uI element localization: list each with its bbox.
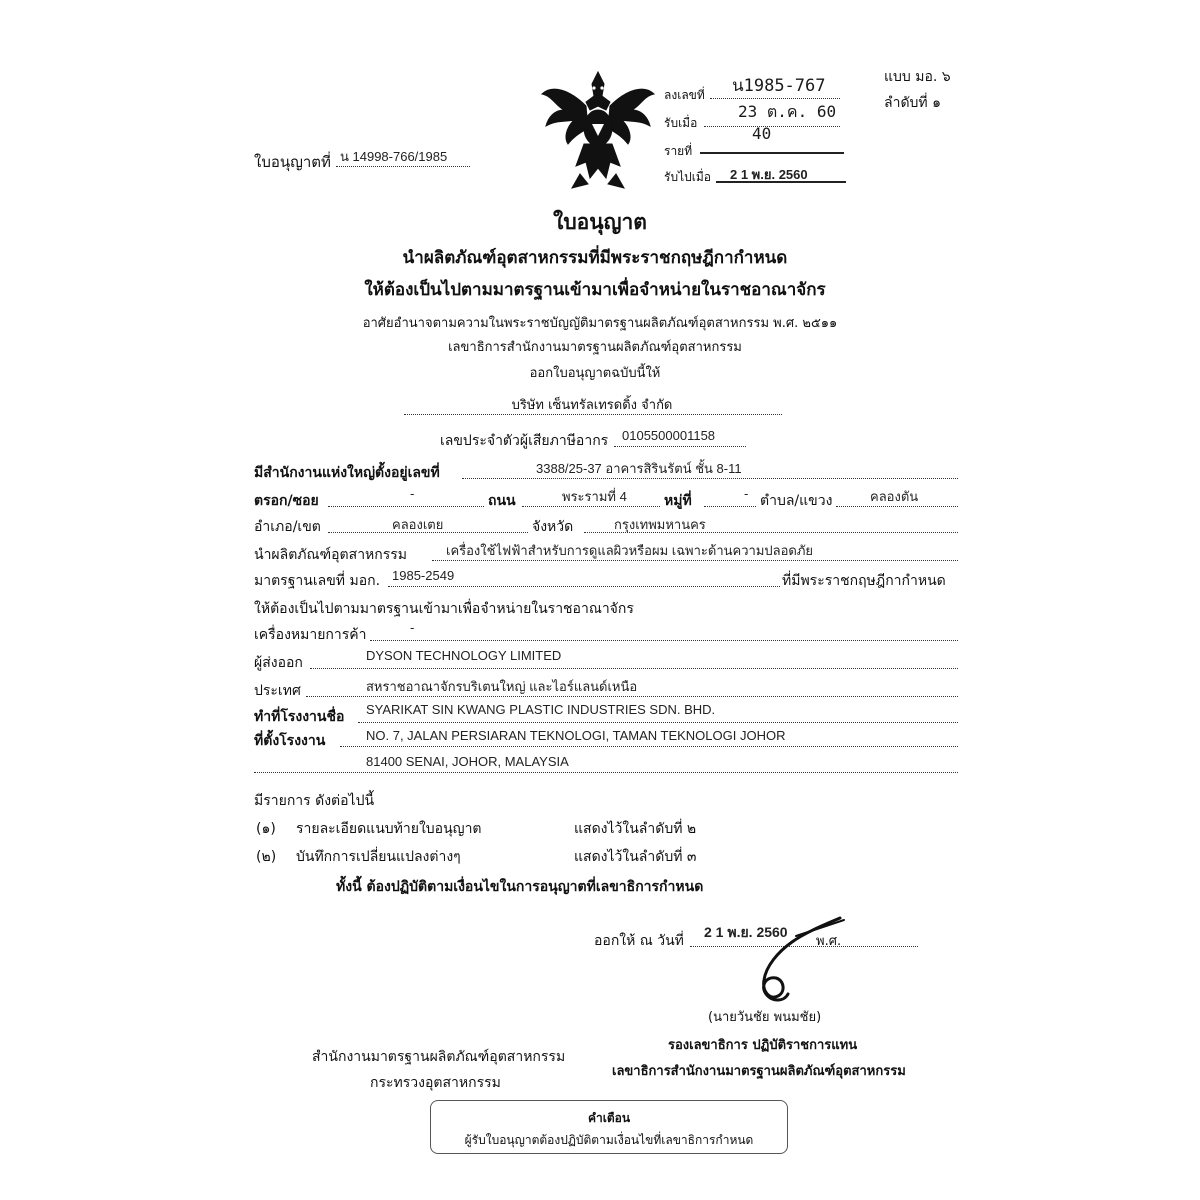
subdistrict-label: ตำบล/แขวง xyxy=(760,493,833,509)
title-line-4: เลขาธิการสำนักงานมาตรฐานผลิตภัณฑ์อุตสาหกรรม xyxy=(448,340,742,355)
license-no-label: ใบอนุญาตที่ xyxy=(254,153,331,171)
issue-era: พ.ศ. xyxy=(816,934,842,949)
trademark-label: เครื่องหมายการค้า xyxy=(254,627,367,643)
stamp-issued-value: 2 1 พ.ย. 2560 xyxy=(730,167,808,182)
stamp-item-label: รายที่ xyxy=(664,144,693,158)
hq-value: 3388/25-37 อาคารสิรินรัตน์ ชั้น 8-11 xyxy=(536,461,742,476)
country-value: สหราชอาณาจักรบริเตนใหญ่ และไอร์แลนด์เหนือ xyxy=(366,679,638,694)
hq-label: มีสำนักงานแห่งใหญ่ตั้งอยู่เลขที่ xyxy=(254,465,440,481)
product-label: นำผลิตภัณฑ์อุตสาหกรรม xyxy=(254,547,408,563)
soi-value: - xyxy=(410,486,415,501)
title-line-2: ให้ต้องเป็นไปตามมาตรฐานเข้ามาเพื่อจำหน่ายในราชอาณาจักร xyxy=(364,280,826,300)
standard-value: 1985-2549 xyxy=(392,568,455,583)
item-reference: แสดงไว้ในลำดับที่ ๒ xyxy=(574,821,697,837)
office-line-2: กระทรวงอุตสาหกรรม xyxy=(370,1075,501,1091)
stamp-item-value: 40 xyxy=(752,124,772,143)
company-name: บริษัท เซ็นทรัลเทรดดิ้ง จำกัด xyxy=(511,398,673,413)
issue-date-label: ออกให้ ณ วันที่ xyxy=(594,933,684,949)
product-value: เครื่องใช้ไฟฟ้าสำหรับการดูแลผิวหรือผม เฉพาะด้านความปลอดภัย xyxy=(446,543,814,558)
soi-label: ตรอก/ซอย xyxy=(254,493,319,509)
license-no-value: น 14998-766/1985 xyxy=(340,149,448,164)
location-line-1: NO. 7, JALAN PERSIARAN TEKNOLOGI, TAMAN TEKNOLOGI JOHOR xyxy=(366,728,786,743)
tax-id-label: เลขประจำตัวผู้เสียภาษีอากร xyxy=(440,433,609,449)
road-value: พระรามที่ 4 xyxy=(562,489,627,504)
notice-title: คำเตือน xyxy=(587,1111,631,1125)
stamp-request-value: น1985-767 xyxy=(732,76,826,96)
standard-suffix: ที่มีพระราชกฤษฎีกากำหนด xyxy=(782,573,946,589)
title-line-5: ออกใบอนุญาตฉบับนี้ให้ xyxy=(529,366,661,381)
form-code: แบบ มอ. ๖ xyxy=(884,69,951,85)
exporter-label: ผู้ส่งออก xyxy=(254,655,303,671)
district-value: คลองเตย xyxy=(392,517,444,532)
condition-text: ทั้งนี้ ต้องปฏิบัติตามเงื่อนไขในการอนุญาตที่เลขาธิการกำหนด xyxy=(336,879,704,895)
page-title: ใบอนุญาต xyxy=(553,210,647,234)
location-line-2: 81400 SENAI, JOHOR, MALAYSIA xyxy=(366,754,569,769)
form-order: ลำดับที่ ๑ xyxy=(884,95,941,111)
moo-value: - xyxy=(744,486,749,501)
road-label: ถนน xyxy=(488,493,516,509)
trademark-value: - xyxy=(410,620,415,635)
signer-title-1: รองเลขาธิการ ปฏิบัติราชการแทน xyxy=(668,1038,858,1053)
warning-notice xyxy=(430,1100,788,1154)
office-line-1: สำนักงานมาตรฐานผลิตภัณฑ์อุตสาหกรรม xyxy=(312,1049,566,1065)
garuda-emblem-icon xyxy=(540,66,656,190)
title-line-3: อาศัยอำนาจตามความในพระราชบัญญัติมาตรฐานผลิตภัณฑ์อุตสาหกรรม พ.ศ. ๒๕๑๑ xyxy=(362,316,838,331)
country-label: ประเทศ xyxy=(254,683,301,699)
stamp-received-label: รับเมื่อ xyxy=(664,116,698,130)
tax-id-value: 0105500001158 xyxy=(622,428,716,443)
factory-label: ทำที่โรงงานชื่อ xyxy=(254,709,345,725)
items-heading: มีรายการ ดังต่อไปนี้ xyxy=(254,793,375,809)
subdistrict-value: คลองตัน xyxy=(870,489,919,504)
title-line-1: นำผลิตภัณฑ์อุตสาหกรรมที่มีพระราชกฤษฎีกากำหนด xyxy=(402,248,788,268)
stamp-request-label: ลงเลขที่ xyxy=(664,88,705,102)
signer-title-2: เลขาธิการสำนักงานมาตรฐานผลิตภัณฑ์อุตสาหกรรม xyxy=(612,1064,906,1079)
exporter-value: DYSON TECHNOLOGY LIMITED xyxy=(366,648,562,663)
item-reference: แสดงไว้ในลำดับที่ ๓ xyxy=(574,849,697,865)
moo-label: หมู่ที่ xyxy=(664,493,692,509)
issue-date-value: 2 1 พ.ย. 2560 xyxy=(704,924,788,940)
standard-label: มาตรฐานเลขที่ มอก. xyxy=(254,573,381,589)
item-number: (๑) xyxy=(256,821,276,837)
district-label: อำเภอ/เขต xyxy=(254,519,321,535)
stamp-issued-label: รับไปเมื่อ xyxy=(664,170,711,184)
location-label: ที่ตั้งโรงงาน xyxy=(254,733,326,749)
item-text: บันทึกการเปลี่ยนแปลงต่างๆ xyxy=(296,849,461,865)
factory-value: SYARIKAT SIN KWANG PLASTIC INDUSTRIES SDN. BHD. xyxy=(366,702,716,717)
notice-text: ผู้รับใบอนุญาตต้องปฏิบัติตามเงื่อนไขที่เลขาธิการกำหนด xyxy=(464,1133,754,1147)
province-label: จังหวัด xyxy=(532,519,574,535)
signature-icon xyxy=(736,914,856,1010)
item-number: (๒) xyxy=(256,849,277,865)
item-text: รายละเอียดแนบท้ายใบอนุญาต xyxy=(296,821,482,837)
compliance-text: ให้ต้องเป็นไปตามมาตรฐานเข้ามาเพื่อจำหน่ายในราชอาณาจักร xyxy=(254,601,634,617)
signer-name: (นายวันชัย พนมชัย) xyxy=(708,1010,822,1025)
province-value: กรุงเทพมหานคร xyxy=(614,517,706,532)
stamp-received-value: 23 ต.ค. 60 xyxy=(738,102,837,121)
